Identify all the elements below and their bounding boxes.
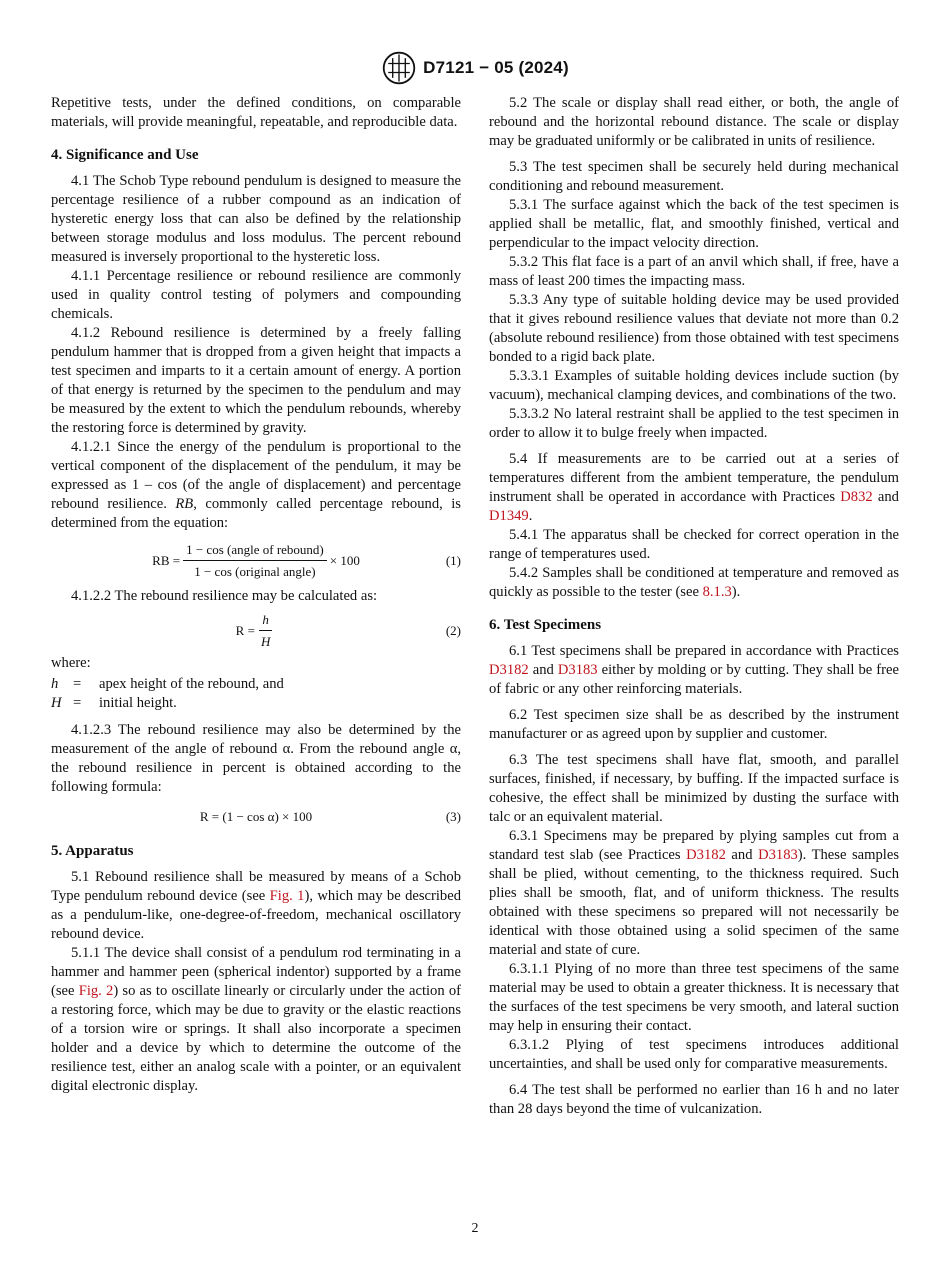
definition-row: [51, 694, 461, 713]
equation-2-denominator: H: [260, 633, 271, 649]
equation-1-lhs: RB =: [152, 552, 181, 568]
d3182-link[interactable]: D3182: [686, 847, 726, 863]
paragraph-5-3-1: 5.3.1 The surface against which the back of the test specimen is applied shall be metallic, flat, and smoothly finished, vertical and perpendicular to the impact velocity direction.: [489, 197, 899, 251]
equation-1-numerator: 1 − cos (angle of rebound): [183, 540, 327, 561]
paragraph-4-1-1: 4.1.1 Percentage resilience or rebound resilience are commonly used in quality control testing of polymers and compounding chemicals.: [51, 268, 461, 322]
paragraph-5-1-1: 5.1.1 The device shall consist of a pendulum rod terminating in a hammer and hammer peen (spherical indentor) supported by a frame (see Fig. 2) so as to oscillate linearly or circularly under the action of a restoring force, which may be due to gravity or the elastic reactions of a torsion wire or springs. It shall also incorporate a specimen holder and a device by which to determine the outcome of the resilience test, either an analog scale with a pointer, or an equivalent digital electronic display.: [51, 945, 461, 1094]
equation-2-numerator: h: [259, 610, 272, 631]
equation-1-denominator: 1 − cos (original angle): [194, 563, 316, 579]
paragraph-6-1: 6.1 Test specimens shall be prepared in accordance with Practices D3182 and D3183 either by molding or by cutting. They shall be free of fabric or any other reinforcing materials.: [489, 643, 899, 697]
fig-2-link[interactable]: Fig. 2: [78, 983, 114, 999]
definition-text: apex height of the rebound, and: [99, 676, 284, 692]
paragraph-5-2: 5.2 The scale or display shall read either, or both, the angle of rebound and the horizontal rebound distance. The scale or display may be graduated uniformly or be calibrated in units of resilience.: [489, 95, 899, 149]
paragraph-5-4: 5.4 If measurements are to be carried out at a series of temperatures different from the ambient temperature, the pendulum instrument shall be operated in accordance with Practices D832 and D1349.: [489, 451, 899, 524]
paragraph-6-2: 6.2 Test specimen size shall be as described by the instrument manufacturer or as agreed upon by supplier and customer.: [489, 707, 899, 742]
paragraph-5-4-1: 5.4.1 The apparatus shall be checked for correct operation in the range of temperatures used.: [489, 527, 899, 562]
paragraph-5-3-3: 5.3.3 Any type of suitable holding device may be used provided that it gives rebound resilience values that deviate not more than 0.2 (absolute rebound resilience) from those obtained with test specimens bonded to a rigid back plate.: [489, 292, 899, 365]
equation-1-number: (1): [445, 552, 461, 568]
paragraph-4-1-2-2: 4.1.2.2 The rebound resilience may be calculated as:: [71, 588, 378, 604]
equation-2-fraction: [258, 610, 273, 651]
paragraph-5-1: 5.1 Rebound resilience shall be measured by means of a Schob Type pendulum rebound device (see Fig. 1), which may be described as a pendulum-like, one-degree-of-freedom, mechanical oscillatory rebound device.: [51, 869, 461, 942]
d3183-link[interactable]: D3183: [758, 847, 798, 863]
equation-2: [51, 613, 461, 647]
paragraph-5-3-2: 5.3.2 This flat face is a part of an anvil which shall, if free, have a mass of least 200 times the impacting mass.: [489, 254, 899, 289]
paragraph-6-3-1-1: 6.3.1.1 Plying of no more than three test specimens of the same material may be used to obtain a greater thickness. It is necessary that the surfaces of the test specimens be very smooth, and lateral suction may help in ensuring their contact.: [489, 961, 899, 1034]
paragraph-4-1-2-1: 4.1.2.1 Since the energy of the pendulum is proportional to the vertical component of the displacement of the pendulum, it may be expressed as 1 – cos (of the angle of displacement) and percentage rebound resilience. RB, commonly called percentage rebound, is determined from the equation:: [51, 439, 461, 531]
paragraph-4-1-2: 4.1.2 Rebound resilience is determined by a freely falling pendulum hammer that is dropped from a given height that impacts a test specimen and imparts to it a certain amount of energy. A portion of that energy is returned by the specimen to the pendulum and may be measured by the extent to which the pendulum rebounds, whereby the restoring force is determined by gravity.: [51, 325, 461, 436]
equation-1-fraction: [183, 540, 327, 581]
paragraph-5-3: 5.3 The test specimen shall be securely held during mechanical conditioning and rebound measurement.: [489, 159, 899, 194]
paragraph-6-3-1: 6.3.1 Specimens may be prepared by plying samples cut from a standard test slab (see Practices D3182 and D3183). These samples shall be plied, without cementing, to the thickness required. Such plies shall be smooth, flat, and of uniform thickness. The results obtained with these specimens so prepared will not necessarily be identical with those obtained using a solid specimen of the same material and state of cure.: [489, 828, 900, 958]
d832-link[interactable]: D832: [840, 489, 873, 505]
equation-3-number: (3): [445, 808, 461, 824]
definition-row: [51, 675, 461, 694]
fig-1-link[interactable]: Fig. 1: [269, 888, 305, 904]
section-5-heading: 5. Apparatus: [51, 843, 134, 859]
equation-3-body: R = (1 − cos α) × 100: [199, 808, 313, 824]
page-number: 2: [471, 1221, 479, 1236]
section-8-1-3-link[interactable]: 8.1.3: [702, 584, 732, 600]
definition-equals: =: [73, 676, 82, 692]
astm-logo-icon: [381, 50, 417, 86]
paragraph-5-4-2: 5.4.2 Samples shall be conditioned at temperature and removed as quickly as possible to the tester (see 8.1.3).: [489, 565, 899, 600]
equation-2-lhs: R =: [235, 622, 255, 638]
paragraph-4-1-2-3: 4.1.2.3 The rebound resilience may also be determined by the measurement of the angle of rebound α. From the rebound angle α, the rebound resilience in percent is obtained according to the following formula:: [51, 722, 461, 795]
variable-definitions: [51, 675, 461, 713]
d3183-link[interactable]: D3183: [557, 662, 598, 678]
right-column: [489, 94, 899, 1119]
d1349-link[interactable]: D1349: [489, 508, 529, 524]
definition-symbol: h: [51, 676, 59, 692]
definition-equals: =: [73, 695, 82, 711]
paragraph-6-3: 6.3 The test specimens shall have flat, smooth, and parallel surfaces, finished, if necessary, by buffing. If the impacted surface is cohesive, the effect shall be minimized by dusting the surface with talc or an equivalent material.: [489, 752, 899, 825]
intro-paragraph: Repetitive tests, under the defined conditions, on comparable materials, will provide meaningful, repeatable, and reproducible data.: [51, 95, 461, 130]
d3182-link[interactable]: D3182: [489, 662, 529, 678]
section-6-heading: 6. Test Specimens: [489, 617, 602, 633]
left-column: [51, 94, 461, 1096]
definition-symbol: H: [51, 695, 62, 711]
document-designation: D7121 − 05 (2024): [423, 58, 569, 77]
paragraph-6-4: 6.4 The test shall be performed no earlier than 16 h and no later than 28 days beyond the time of vulcanization.: [489, 1082, 899, 1117]
paragraph-6-3-1-2: 6.3.1.2 Plying of test specimens introduces additional uncertainties, and shall be used only for comparative measurements.: [489, 1037, 899, 1072]
equation-1: [51, 540, 461, 580]
equation-2-number: (2): [445, 622, 461, 638]
equation-1-tail: × 100: [329, 552, 360, 568]
section-4-heading: 4. Significance and Use: [51, 147, 199, 163]
paragraph-5-3-3-2: 5.3.3.2 No lateral restraint shall be applied to the test specimen in order to allow it to bulge freely when impacted.: [489, 406, 899, 441]
equation-3: [51, 804, 461, 828]
definition-text: initial height.: [99, 695, 177, 711]
where-label: where:: [51, 655, 91, 671]
paragraph-5-3-3-1: 5.3.3.1 Examples of suitable holding devices include suction (by vacuum), mechanical clamping devices, and combinations of the two.: [489, 368, 899, 403]
page-header: [0, 50, 950, 86]
paragraph-4-1: 4.1 The Schob Type rebound pendulum is designed to measure the percentage resilience of a rubber compound as an indication of hysteretic energy loss that can also be defined by the relationship between storage modulus and loss modulus. The percent rebound measured is inversely proportional to the hysteretic loss.: [51, 173, 461, 265]
